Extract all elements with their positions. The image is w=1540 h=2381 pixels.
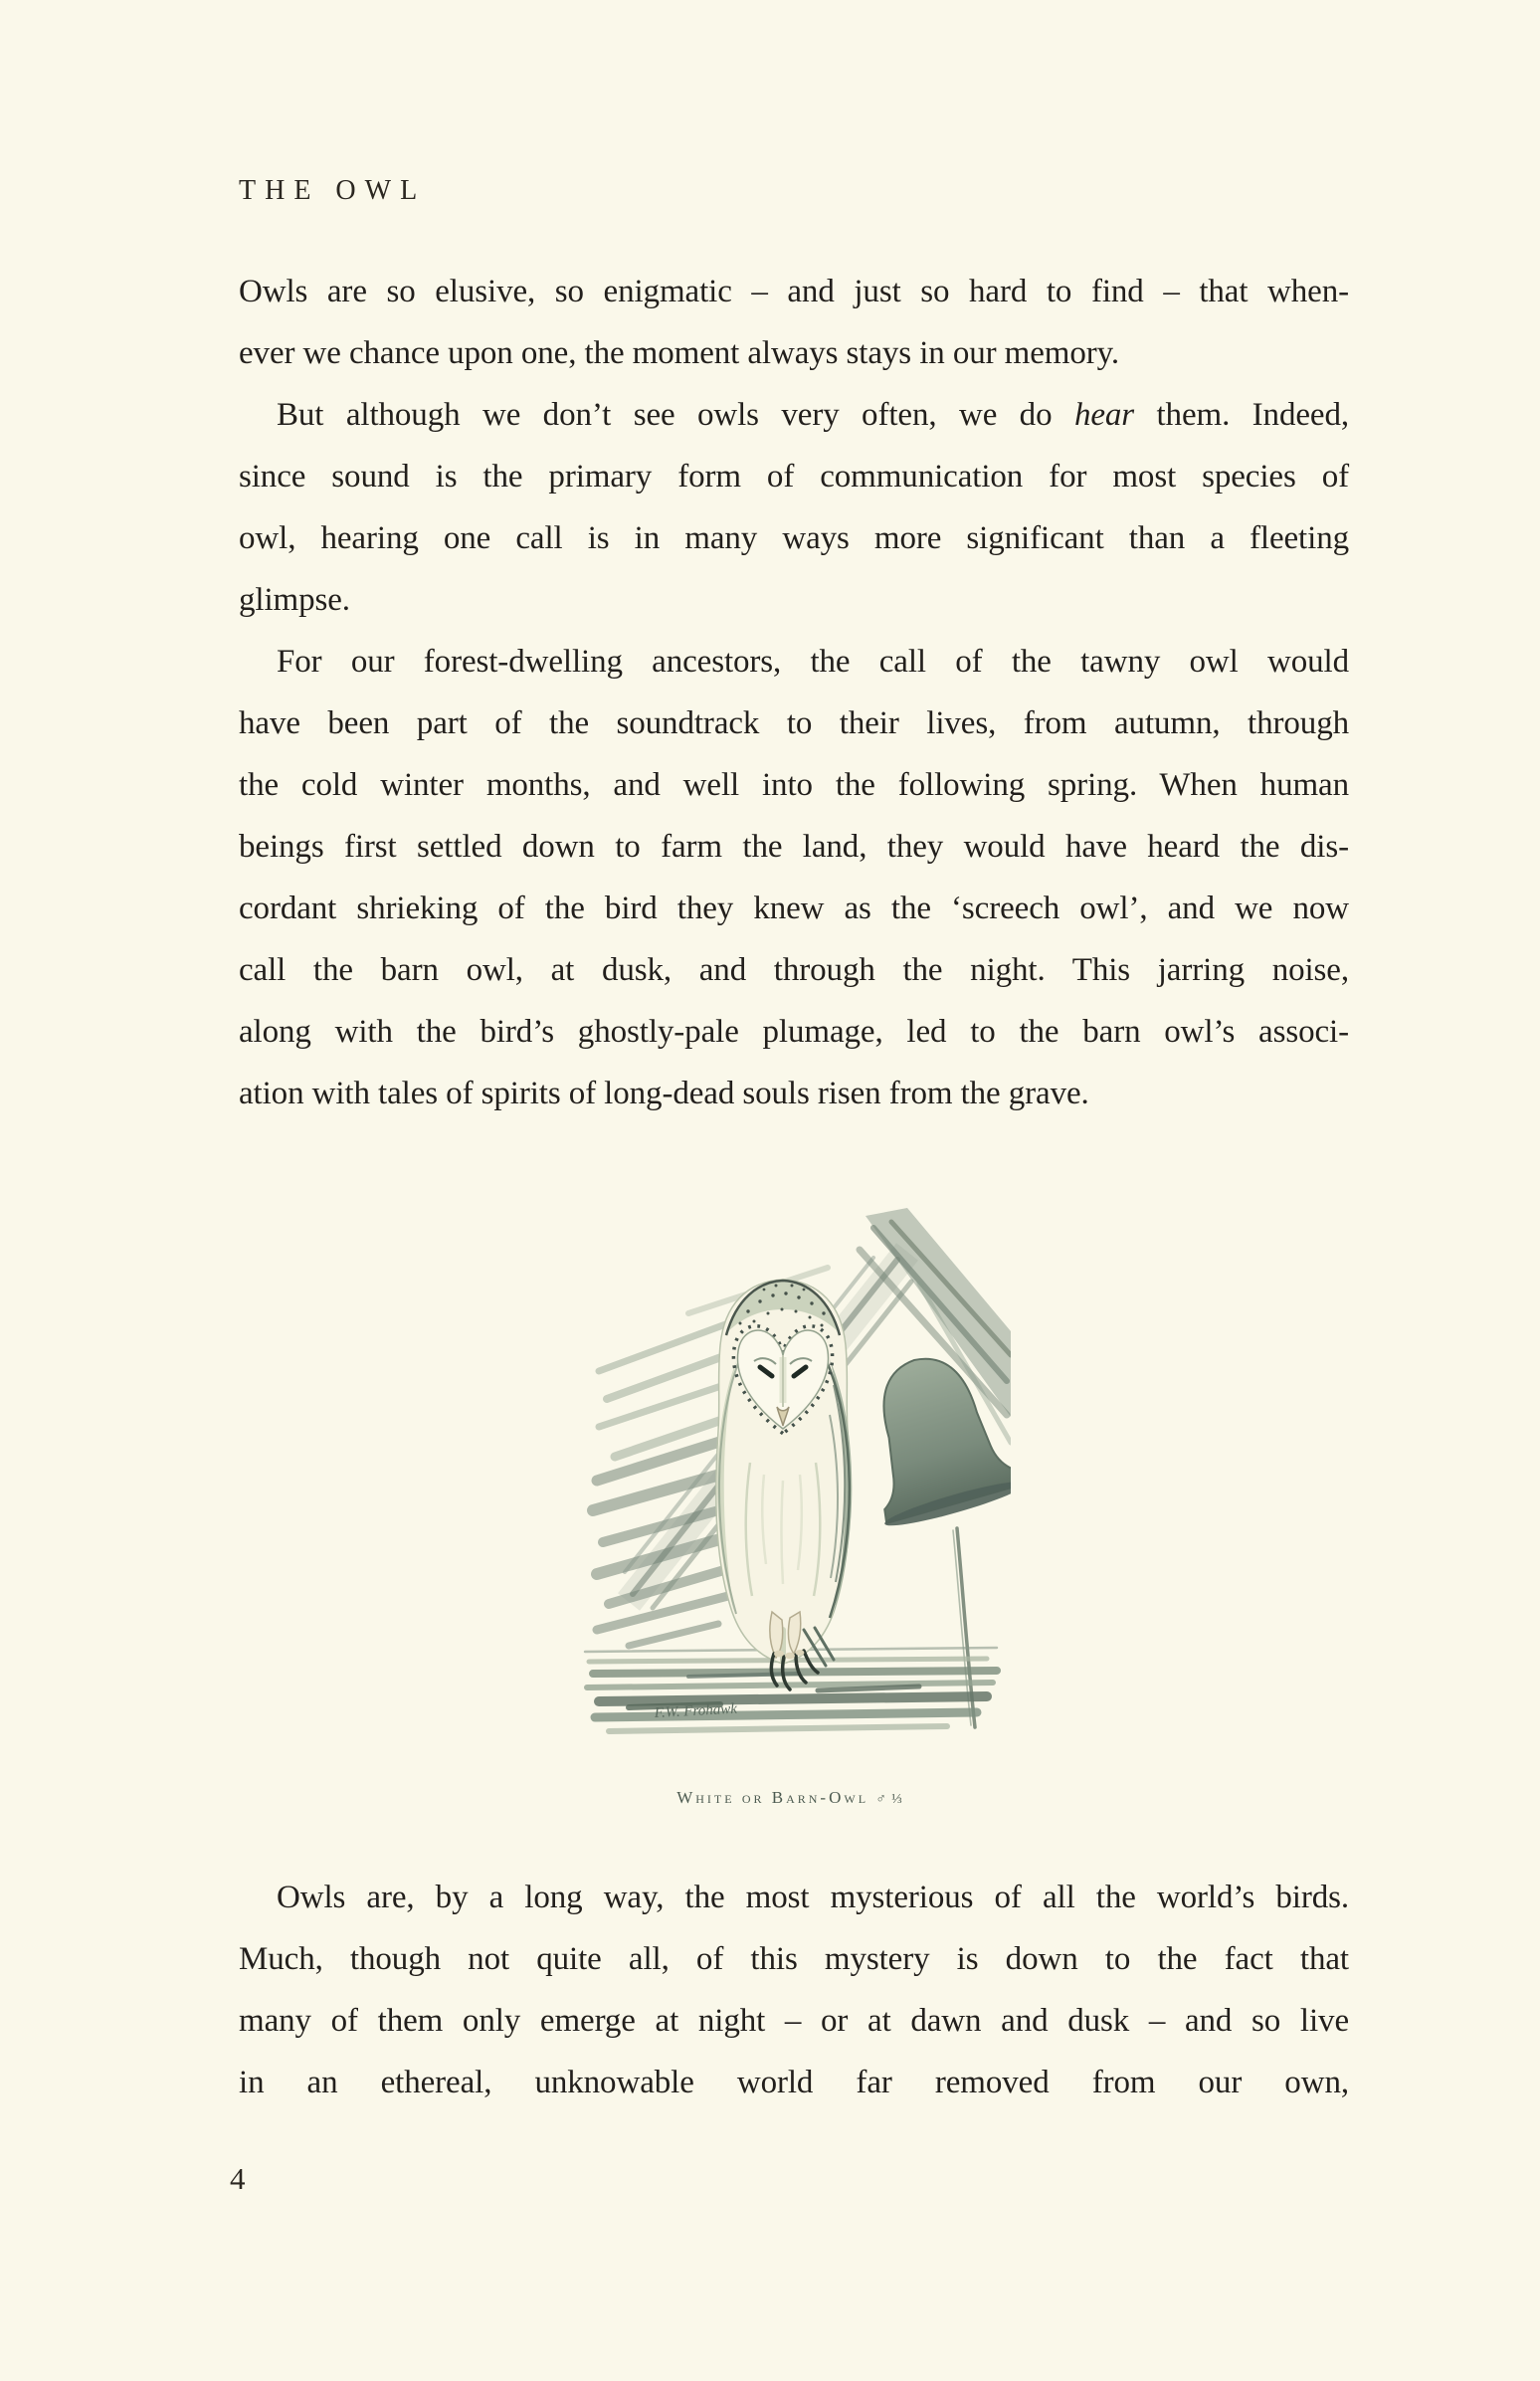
page-number: 4 xyxy=(230,2161,246,2196)
text-line: Owls are so elusive, so enigmatic – and just so hard to find – that when- xyxy=(239,274,1349,309)
text-line: Much, though not quite all, of this mystery is down to the fact that xyxy=(239,1941,1349,1977)
body-text-upper xyxy=(239,261,1349,1124)
artist-signature: F.W. Frohawk xyxy=(654,1700,738,1721)
text-line: have been part of the soundtrack to their lives, from autumn, through xyxy=(239,705,1349,741)
text-line: For our forest-dwelling ancestors, the call of the tawny owl would xyxy=(277,644,1349,680)
barn-owl-illustration xyxy=(569,1164,1011,1773)
chapter-running-head: THE OWL xyxy=(239,175,427,206)
caption-scale-mark: ♂ ⅓ xyxy=(875,1792,903,1807)
text-line: ation with tales of spirits of long-dead souls risen from the grave. xyxy=(239,1076,1089,1111)
text-line: the cold winter months, and well into the following spring. When human xyxy=(239,767,1349,803)
text-line: since sound is the primary form of communication for most species of xyxy=(239,459,1349,495)
text-line: along with the bird’s ghostly-pale plumage, led to the barn owl’s associ- xyxy=(239,1014,1349,1050)
owl-figure xyxy=(716,1280,853,1689)
text-line xyxy=(239,384,1349,446)
text-line: many of them only emerge at night – or at dawn and dusk – and so live xyxy=(239,2003,1349,2039)
barn-owl-engraving-svg xyxy=(569,1164,1011,1773)
text-segment: But although we don’t see owls very often, we do xyxy=(277,397,1074,433)
caption-text: White or Barn-Owl xyxy=(676,1788,869,1807)
text-line: beings first settled down to farm the land, they would have heard the dis- xyxy=(239,829,1349,865)
text-line: in an ethereal, unknowable world far removed from our own, xyxy=(239,2065,1349,2100)
text-line: ever we chance upon one, the moment always stays in our memory. xyxy=(239,335,1120,371)
figure-caption xyxy=(569,1788,1011,1808)
text-segment: them. Indeed, xyxy=(1134,397,1349,433)
text-line: call the barn owl, at dusk, and through the night. This jarring noise, xyxy=(239,952,1349,988)
text-line: Owls are, by a long way, the most mysterious of all the world’s birds. xyxy=(277,1880,1349,1915)
text-line: owl, hearing one call is in many ways more significant than a fleeting xyxy=(239,520,1349,556)
body-text-lower xyxy=(239,1867,1349,2113)
text-segment-italic: hear xyxy=(1073,397,1135,433)
text-line: glimpse. xyxy=(239,582,350,618)
text-line: cordant shrieking of the bird they knew as the ‘screech owl’, and we now xyxy=(239,891,1349,926)
